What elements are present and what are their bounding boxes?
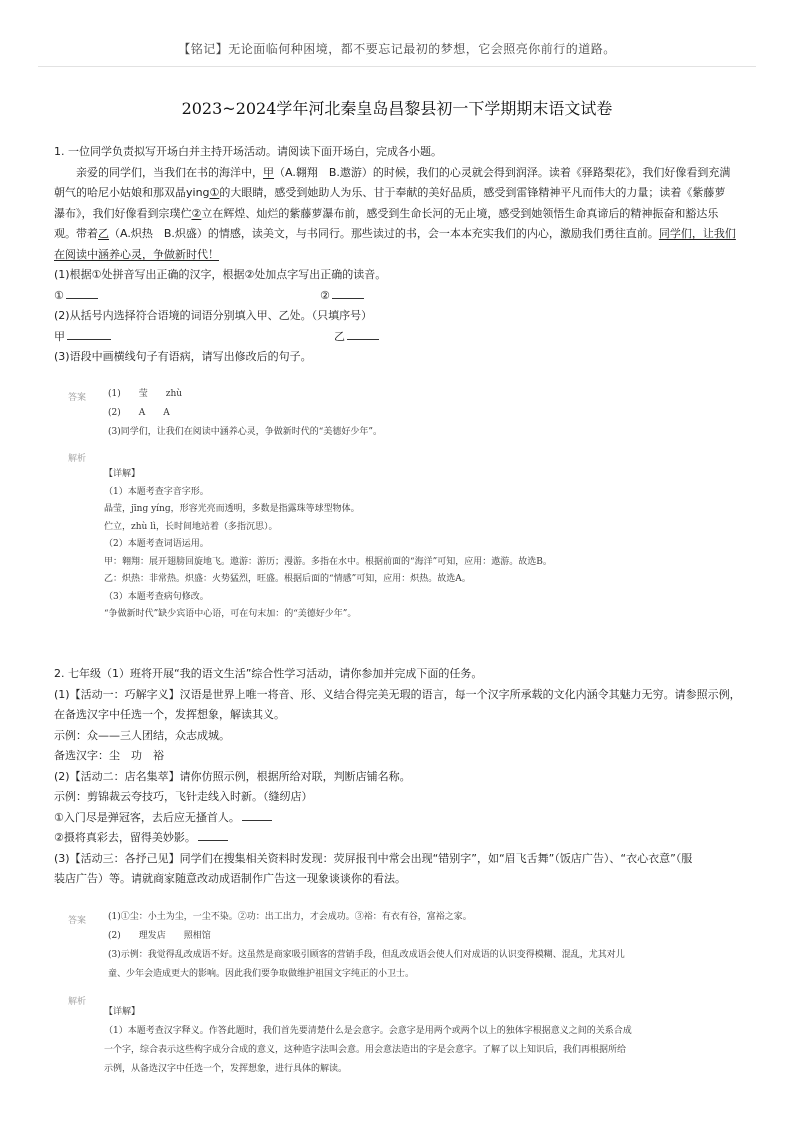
analysis-row: （3）本题考查病句修改。: [104, 591, 209, 602]
answer-blank[interactable]: [347, 328, 379, 340]
question-line: (1)【活动一：巧解字义】汉语是世界上唯一将音、形、义结合得完美无瑕的语言，每一个汉字所承载的文化内涵令其魅力无穷。请参照示例，: [54, 687, 741, 701]
passage-line: [54, 245, 744, 266]
question-line: 示例：众——三人团结，众志成城。: [54, 728, 230, 742]
answer-row: (1)①尘：小土为尘，一尘不染。②功：出工出力，才会成功。③裕：有衣有谷，富裕之家。: [108, 912, 472, 922]
question-line: ①入门尽是弹冠客，去后应无搔首人。: [54, 808, 744, 829]
answer-blank[interactable]: [242, 809, 272, 821]
answer-blank[interactable]: [67, 328, 111, 340]
analysis-label: 解析: [68, 997, 87, 1007]
sub-question-2: (2)从括号内选择符合语境的词语分别填入甲、乙处。（只填序号）: [54, 309, 373, 322]
answer-row: (2) A A: [108, 408, 170, 418]
answer-row: 童、少年会造成更大的影响。因此我们要争取做维护祖国文字纯正的小卫士。: [108, 969, 415, 979]
blank-1-marker: ①: [209, 186, 220, 199]
answer-blank[interactable]: [66, 287, 98, 299]
analysis-label: 解析: [68, 454, 87, 464]
question-line: (3)【活动三：各抒己见】同学们在搜集相关资料时发现：荧屏报刊中常会出现“错别字”，如“眉飞舌舞”（饭店广告）、“衣心衣意”（服: [54, 851, 693, 865]
answer-row: (3)同学们，让我们在阅读中涵养心灵，争做新时代的“美德好少年”。: [108, 427, 382, 437]
underlined-sentence: 同学们，让我们: [658, 227, 736, 240]
analysis-row: 晶莹，jīnɡ yínɡ，形容光亮而透明，多数是指露珠等球型物体。: [104, 504, 360, 514]
question-line: 在备选汉字中任选一个，发挥想象，解读其义。: [54, 708, 285, 721]
analysis-row: 【详解】: [104, 469, 141, 479]
sub-question-1: (1)根据①处拼音写出正确的汉字，根据②处加点字写出正确的读音。: [54, 268, 387, 281]
analysis-2: [104, 1004, 734, 1080]
sub-question-3: (3)语段中画横线句子有语病，请写出修改后的句子。: [54, 350, 312, 363]
question-line: 示例：剪锦裁云夸技巧，飞针走线入时新。（缝纫店）: [54, 790, 313, 803]
question-line: ②摄将真彩去，留得美妙影。: [54, 828, 744, 849]
passage-line: 观。带着乙（A.炽热 B.炽盛）的情感，读美文，与书同行。那些读过的书，会一本本充实我们的内心，激励我们勇往直前。同学们，让我们: [54, 227, 736, 240]
question-line: 装店广告）等。请就商家随意改动成语制作广告这一现象谈谈你的看法。: [54, 872, 406, 885]
analysis-row: 乙：炽热：非常热。炽盛：火势猛烈，旺盛。根据后面的“情感”可知，应用：炽热。故选A。: [104, 574, 471, 584]
question-line: (2)【活动二：店名集萃】请你仿照示例，根据所给对联，判断店铺名称。: [54, 769, 411, 783]
analysis-row: 【详解】: [104, 1007, 141, 1017]
answer-1: [108, 385, 382, 442]
blank-2-marker: ②: [191, 206, 202, 220]
answer-label: 答案: [68, 393, 87, 403]
analysis-row: 示例，从备选汉字中任选一个，发挥想象，进行具体的解读。: [104, 1064, 348, 1074]
answer-blank[interactable]: [332, 287, 364, 299]
analysis-row: 甲：翱翔：展开翅膀回旋地飞。遨游：游历；漫游。多指在水中。根据前面的“海洋”可知，应用：遨游。故选B。: [104, 556, 552, 567]
analysis-row: （1）本题考查汉字释义。作答此题时，我们首先要清楚什么是会意字。会意字是用两个或两个以上的独体字根据意义之间的关系合成: [104, 1026, 632, 1036]
answer-blanks-1: ① ②: [54, 286, 744, 307]
underlined-sentence: 在阅读中涵养心灵，争做新时代！: [54, 247, 219, 261]
answer-blanks-2: 甲 乙: [54, 327, 744, 348]
question-1-stem: 1. 一位同学负责拟写开场白并主持开场活动。请阅读下面开场白，完成各小题。: [54, 145, 442, 158]
question-1: [54, 142, 744, 368]
question-2-stem: 2. 七年级（1）班将开展“我的语文生活”综合性学习活动，请你参加并完成下面的任务。: [54, 667, 483, 680]
answer-blank[interactable]: [198, 829, 228, 841]
answer-label: 答案: [68, 916, 87, 926]
page-motto: 【铭记】无论面临何种困境，都不要忘记最初的梦想，它会照亮你前行的道路。: [178, 42, 616, 56]
analysis-1: [104, 466, 734, 624]
answer-row: (2) 理发店 照相馆: [108, 931, 211, 941]
passage-line: 朝气的哈尼小姑娘和那双晶ying①的大眼睛，感受到她助人为乐、甘于奉献的美好品质，感受到雷锋精神平凡而伟大的力量；读着《紫藤萝: [54, 186, 726, 199]
analysis-row: “争做新时代”缺少宾语中心语，可在句末加：的“美德好少年”。: [104, 609, 357, 619]
passage-line: 亲爱的同学们，当我们在书的海洋中，甲（A.翱翔 B.遨游）的时候，我们的心灵就会得到润泽。读着《驿路梨花》，我们好像看到充满: [76, 165, 731, 179]
question-line: 备选汉字：尘 功 裕: [54, 749, 164, 762]
answer-row: (1) 莹 zhù: [108, 389, 183, 399]
exam-title: 2023~2024学年河北秦皇岛昌黎县初一下学期期末语文试卷: [181, 99, 613, 118]
analysis-row: 伫立，zhù lì，长时间地站着（多指沉思）。: [104, 521, 278, 532]
analysis-row: （2）本题考查词语运用。: [104, 539, 209, 549]
blank-yi-marker: 乙: [98, 227, 109, 240]
passage-line: 瀑布》，我们好像看到宗璞伫②立在辉煌、灿烂的紫藤萝瀑布前，感受到生命长河的无止境，感受到她领悟生命真谛后的精神振奋和豁达乐: [54, 206, 719, 220]
analysis-row: （1）本题考查字音字形。: [104, 486, 209, 497]
header-divider: [38, 66, 756, 67]
blank-jia-marker: 甲: [263, 165, 274, 179]
analysis-row: 一个字，综合表示这些构字成分合成的意义，这种造字法叫会意。用会意法造出的字是会意字。了解了以上知识后，我们再根据所给: [104, 1045, 627, 1055]
answer-row: (3)示例：我觉得乱改成语不好。这虽然是商家吸引顾客的营销手段，但乱改成语会使人们对成语的认识变得模糊、混乱，尤其对儿: [108, 950, 625, 960]
answer-2: [108, 908, 625, 984]
question-2: [54, 664, 744, 890]
